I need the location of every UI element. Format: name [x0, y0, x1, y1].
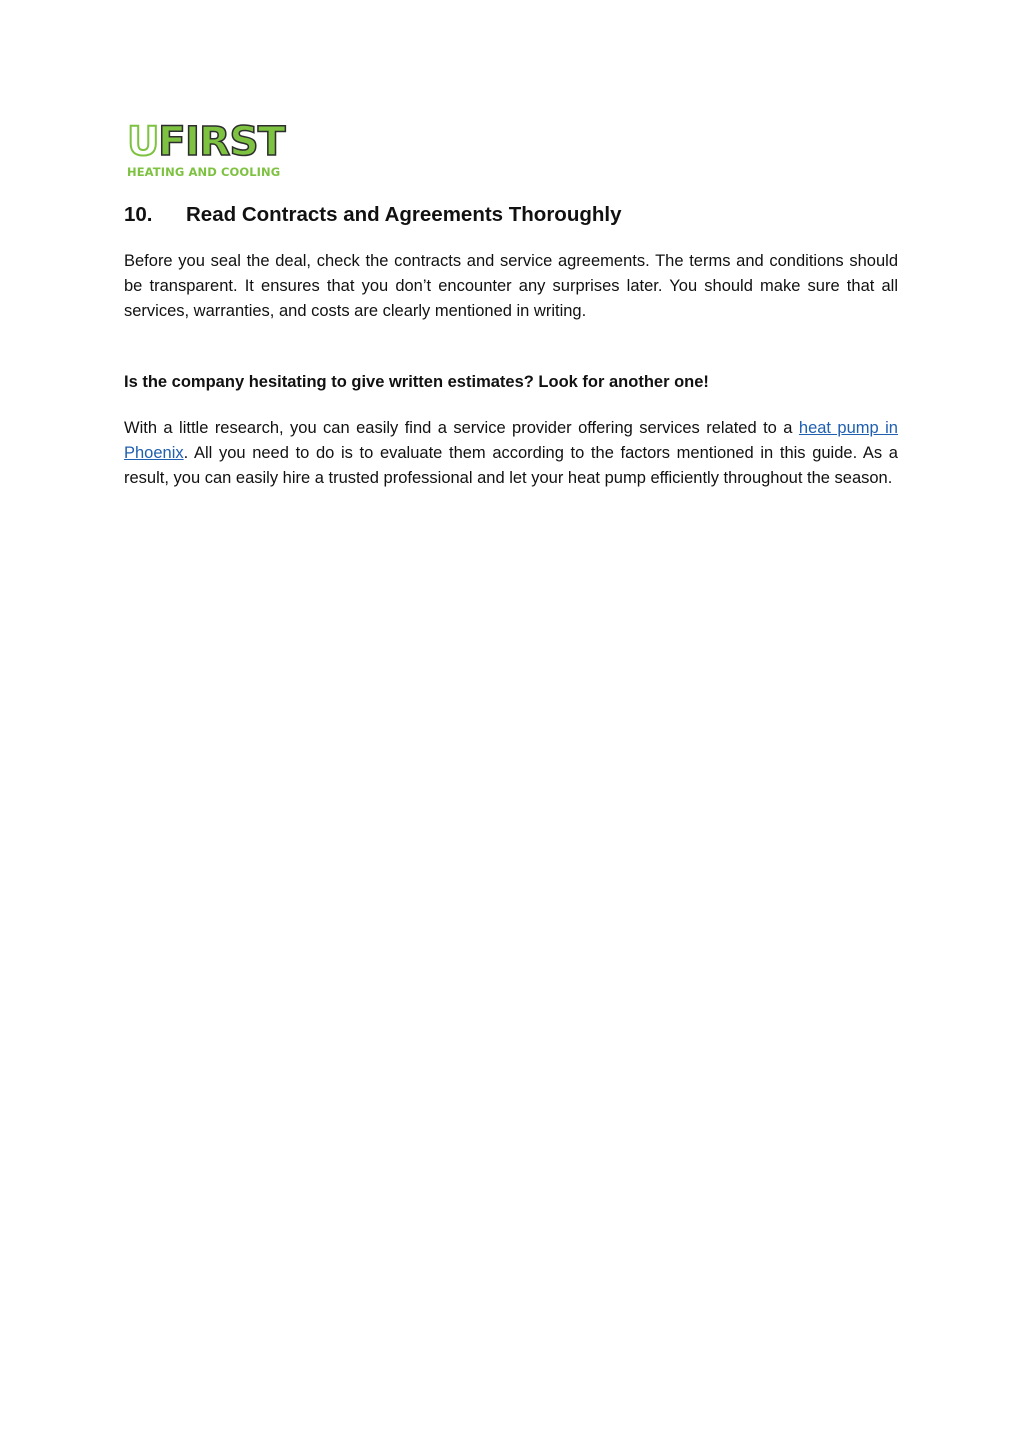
- paragraph-research-after: . All you need to do is to evaluate them according to the factors mentioned in this guide. As a result, you can easily hire a trusted professional and let your heat pump efficiently throughout the season.: [124, 444, 898, 487]
- paragraph-contracts: Before you seal the deal, check the contracts and service agreements. The terms and conditions should be transparent. It ensures that you don’t encounter any surprises later. You should make sure that all services, warranties, and costs are clearly mentioned in writing.: [124, 252, 898, 320]
- logo-tagline: HEATING AND COOLING: [127, 165, 281, 179]
- logo-first-text: FIRST: [158, 119, 286, 165]
- paragraph-estimates-callout: Is the company hesitating to give written estimates? Look for another one!: [124, 373, 709, 391]
- section-title: Read Contracts and Agreements Thoroughly: [186, 203, 622, 226]
- logo-wordmark: [127, 119, 307, 165]
- section-number: 10.: [124, 203, 153, 226]
- ufirst-logo: [127, 119, 307, 181]
- paragraph-research-before: With a little research, you can easily find a service provider offering services related to a: [124, 419, 799, 437]
- section-heading: [124, 200, 622, 230]
- logo-u-letter: U: [127, 119, 159, 165]
- heat-pump-phoenix-link[interactable]: heat pump in Phoenix: [124, 419, 898, 462]
- paragraph-research: [124, 416, 898, 491]
